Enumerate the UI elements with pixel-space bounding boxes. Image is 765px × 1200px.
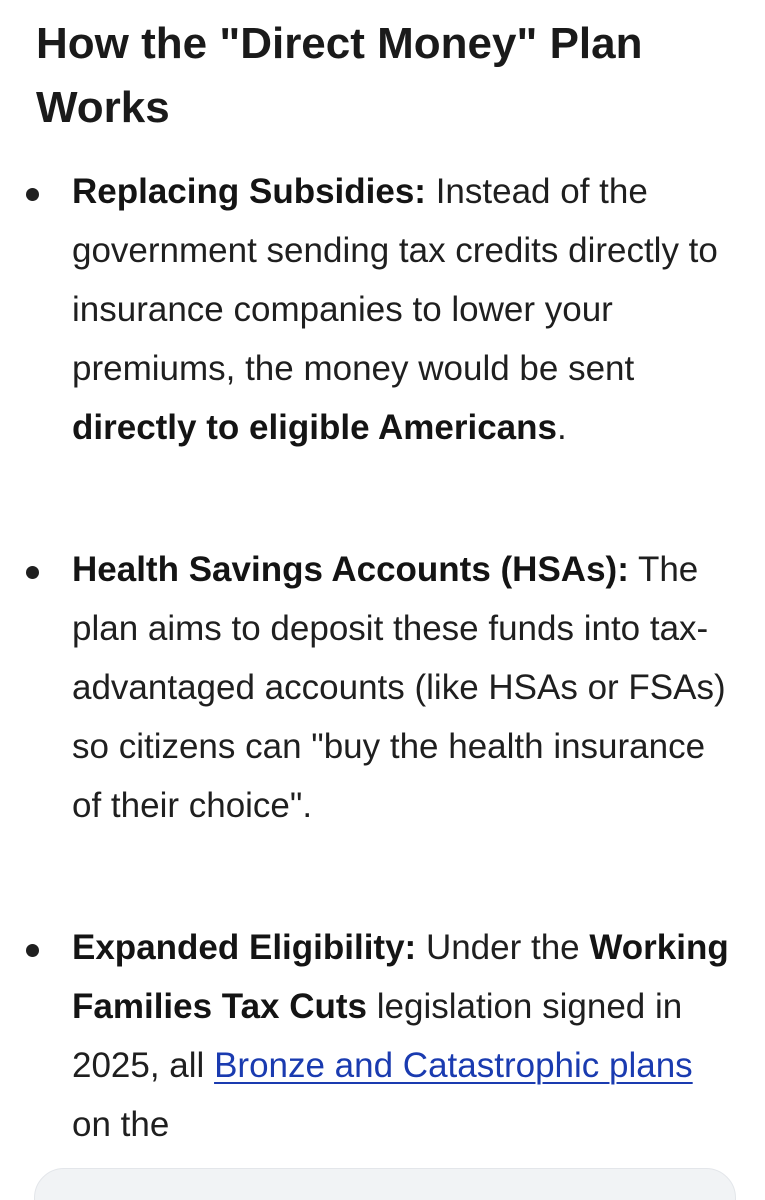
bullet-dot-icon (26, 944, 39, 957)
bullet-body: Instead of the government sending tax credits directly to insurance companies to lower your premiums, the money would be sent (72, 172, 718, 388)
bullet-dot-icon (26, 566, 39, 579)
bullet-body: legislation signed in 2025, all (72, 987, 683, 1085)
bullet-text (72, 918, 732, 1154)
section-heading: How the "Direct Money" Plan Works (36, 19, 643, 132)
bullet-dot-icon (26, 188, 39, 201)
bullet-body: Under the (416, 928, 590, 967)
bronze-catastrophic-plans-link[interactable]: Bronze and Catastrophic plans (214, 1046, 693, 1085)
followup-card[interactable] (34, 1168, 736, 1200)
bullet-emphasis: directly to eligible Americans (72, 408, 557, 447)
bullet-body: The plan aims to deposit these funds into tax-advantaged accounts (like HSAs or FSAs) so citizens can "buy the health insurance of their choice". (72, 550, 726, 825)
bullet-lead: Health Savings Accounts (HSAs): (72, 550, 629, 589)
bullet-lead: Expanded Eligibility: (72, 928, 417, 967)
bullet-body: on the (72, 1105, 170, 1144)
bullet-text (72, 540, 732, 835)
bullet-lead: Replacing Subsidies: (72, 172, 426, 211)
bullet-text (72, 162, 732, 457)
bullet-emphasis: Working Families Tax Cuts (72, 928, 729, 1026)
bullet-body: . (556, 408, 567, 447)
